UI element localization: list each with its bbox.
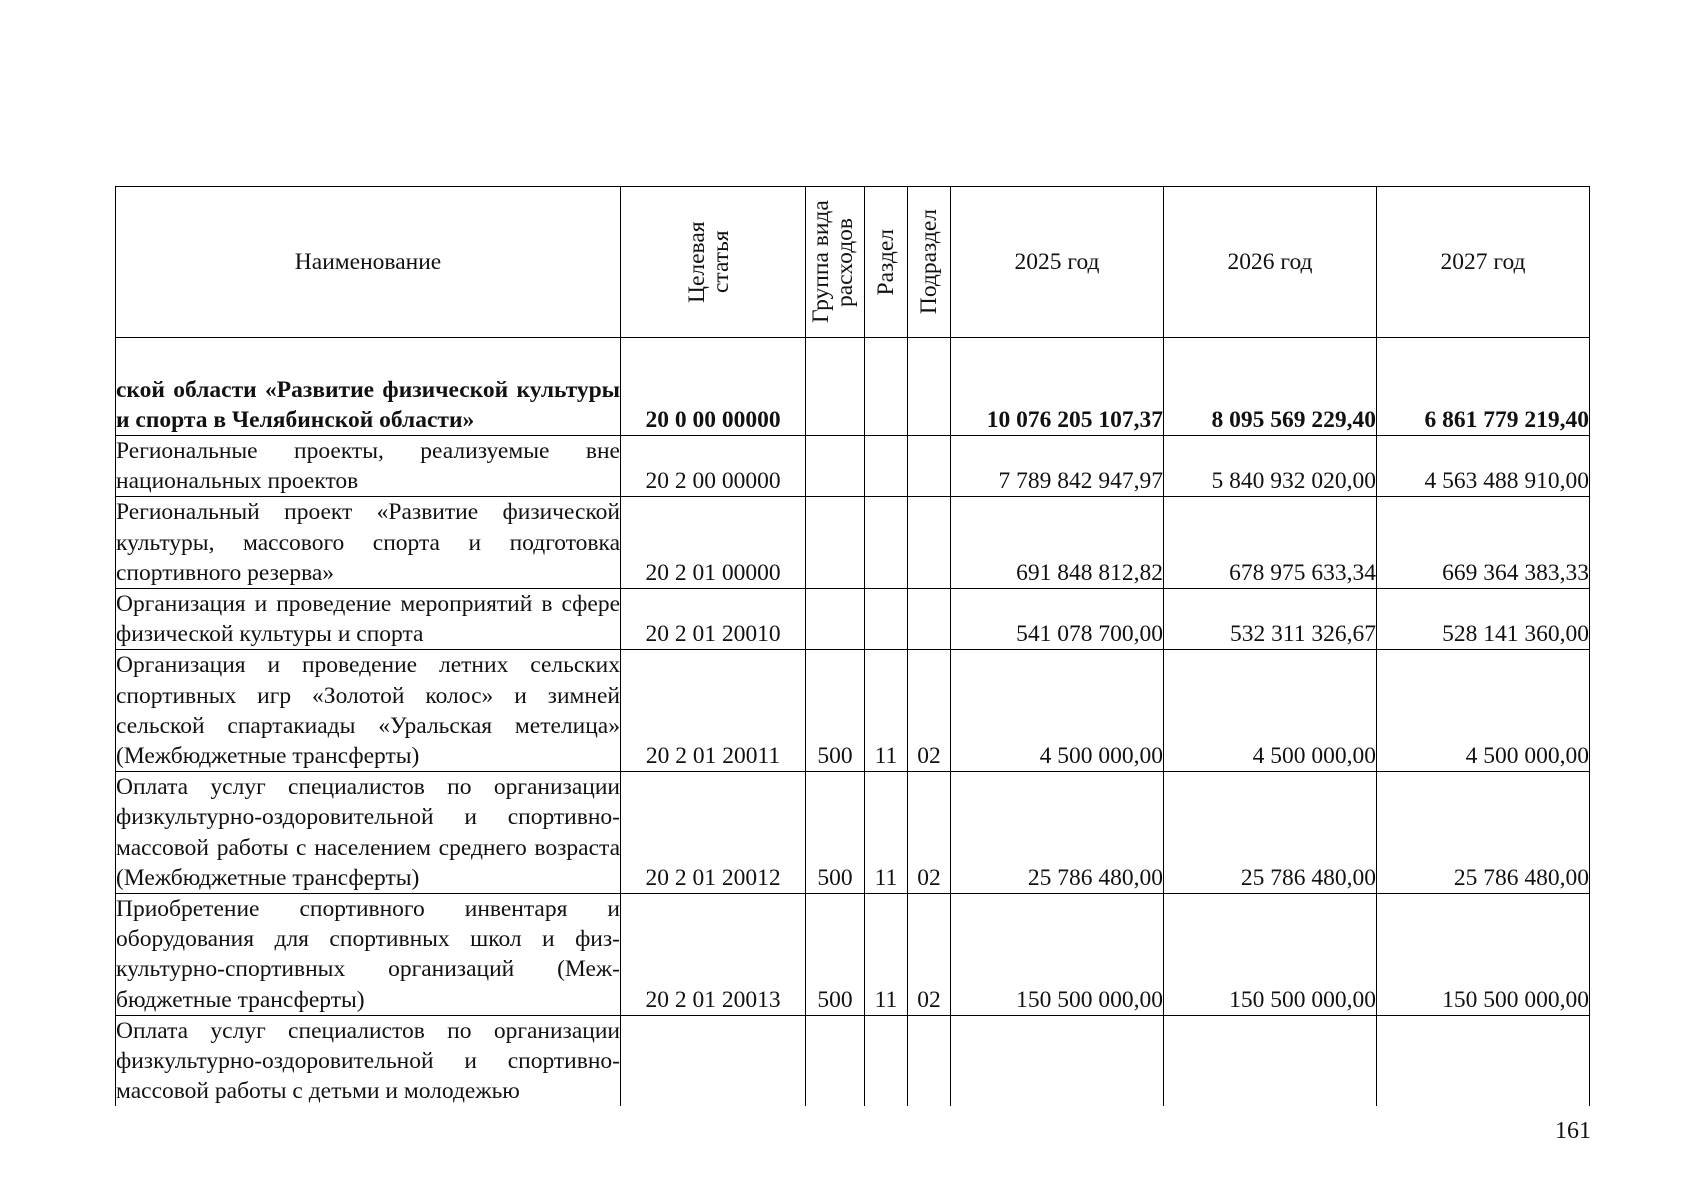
row-amount-2025: 691 848 812,82 xyxy=(951,497,1164,589)
row-amount-2025: 541 078 700,00 xyxy=(951,589,1164,650)
row-amount-2026 xyxy=(1164,1015,1377,1106)
row-expense-group xyxy=(806,589,865,650)
row-amount-2027: 25 786 480,00 xyxy=(1377,772,1590,894)
table-row xyxy=(116,436,1590,497)
row-amount-2026: 5 840 932 020,00 xyxy=(1164,436,1377,497)
row-amount-2027: 528 141 360,00 xyxy=(1377,589,1590,650)
row-target-article xyxy=(621,1015,806,1106)
header-section: Раздел xyxy=(865,187,908,338)
row-expense-group: 500 xyxy=(806,894,865,1016)
row-amount-2027: 4 563 488 910,00 xyxy=(1377,436,1590,497)
row-name: ской области «Развитие физической культуры и спорта в Челябинской области» xyxy=(116,338,621,436)
header-2025: 2025 год xyxy=(951,187,1164,338)
row-expense-group xyxy=(806,1015,865,1106)
row-section xyxy=(865,338,908,436)
row-subsection xyxy=(908,1015,951,1106)
row-amount-2027 xyxy=(1377,1015,1590,1106)
table-row xyxy=(116,1015,1590,1106)
row-amount-2027: 4 500 000,00 xyxy=(1377,650,1590,772)
row-amount-2026: 8 095 569 229,40 xyxy=(1164,338,1377,436)
header-subsection: Подраздел xyxy=(908,187,951,338)
row-section: 11 xyxy=(865,772,908,894)
table-header-row xyxy=(116,187,1590,338)
table-row xyxy=(116,497,1590,589)
row-amount-2026: 532 311 326,67 xyxy=(1164,589,1377,650)
row-expense-group xyxy=(806,497,865,589)
row-amount-2026: 150 500 000,00 xyxy=(1164,894,1377,1016)
row-amount-2025: 25 786 480,00 xyxy=(951,772,1164,894)
row-subsection xyxy=(908,338,951,436)
header-2026: 2026 год xyxy=(1164,187,1377,338)
row-name: Оплата услуг специалистов по организации физкультурно-оздоровительной и спортивно-массовой работы с населением среднего возраста (Межбюджетные трансферты) xyxy=(116,772,621,894)
row-subsection: 02 xyxy=(908,772,951,894)
row-target-article: 20 2 00 00000 xyxy=(621,436,806,497)
row-subsection: 02 xyxy=(908,650,951,772)
row-amount-2027: 150 500 000,00 xyxy=(1377,894,1590,1016)
row-section xyxy=(865,589,908,650)
row-subsection xyxy=(908,497,951,589)
table-row xyxy=(116,589,1590,650)
row-section xyxy=(865,497,908,589)
row-section: 11 xyxy=(865,894,908,1016)
row-name: Региональный проект «Развитие физической культуры, массового спорта и подготовка спортивного резерва» xyxy=(116,497,621,589)
row-target-article: 20 2 01 20013 xyxy=(621,894,806,1016)
row-amount-2027: 669 364 383,33 xyxy=(1377,497,1590,589)
table-row xyxy=(116,338,1590,436)
row-expense-group xyxy=(806,436,865,497)
row-amount-2025 xyxy=(951,1015,1164,1106)
row-section: 11 xyxy=(865,650,908,772)
page-number: 161 xyxy=(1555,1118,1591,1144)
row-subsection xyxy=(908,589,951,650)
row-name: Организация и проведение летних сельских спортивных игр «Золотой колос» и зимней сельской спартакиады «Уральская метелица» (Межбюджетные трансферты) xyxy=(116,650,621,772)
budget-table-container xyxy=(115,186,1590,1106)
row-subsection xyxy=(908,436,951,497)
header-name: Наименование xyxy=(116,187,621,338)
row-expense-group xyxy=(806,338,865,436)
row-expense-group: 500 xyxy=(806,772,865,894)
row-name: Организация и проведение мероприятий в сфере физической культуры и спорта xyxy=(116,589,621,650)
row-section xyxy=(865,1015,908,1106)
row-name: Оплата услуг специалистов по организации физкультурно-оздоровительной и спортивно-массовой работы с детьми и молодежью xyxy=(116,1015,621,1106)
row-target-article: 20 0 00 00000 xyxy=(621,338,806,436)
row-amount-2025: 10 076 205 107,37 xyxy=(951,338,1164,436)
row-section xyxy=(865,436,908,497)
row-amount-2026: 4 500 000,00 xyxy=(1164,650,1377,772)
row-amount-2026: 678 975 633,34 xyxy=(1164,497,1377,589)
row-amount-2025: 7 789 842 947,97 xyxy=(951,436,1164,497)
row-target-article: 20 2 01 20011 xyxy=(621,650,806,772)
row-target-article: 20 2 01 20012 xyxy=(621,772,806,894)
table-row xyxy=(116,650,1590,772)
table-row xyxy=(116,894,1590,1016)
header-2027: 2027 год xyxy=(1377,187,1590,338)
row-name: Приобретение спортивного инвентаря и оборудования для спортивных школ и физкультурно-спортивных организаций (Межбюджетные трансферты) xyxy=(116,894,621,1016)
header-expense-group: Группа вида расходов xyxy=(806,187,865,338)
row-amount-2025: 4 500 000,00 xyxy=(951,650,1164,772)
row-expense-group: 500 xyxy=(806,650,865,772)
row-target-article: 20 2 01 00000 xyxy=(621,497,806,589)
budget-table xyxy=(115,186,1590,1106)
row-name: Региональные проекты, реализуемые вне национальных проектов xyxy=(116,436,621,497)
row-amount-2026: 25 786 480,00 xyxy=(1164,772,1377,894)
row-subsection: 02 xyxy=(908,894,951,1016)
row-target-article: 20 2 01 20010 xyxy=(621,589,806,650)
row-amount-2027: 6 861 779 219,40 xyxy=(1377,338,1590,436)
table-row xyxy=(116,772,1590,894)
row-amount-2025: 150 500 000,00 xyxy=(951,894,1164,1016)
header-target-article: Целевая статья xyxy=(621,187,806,338)
